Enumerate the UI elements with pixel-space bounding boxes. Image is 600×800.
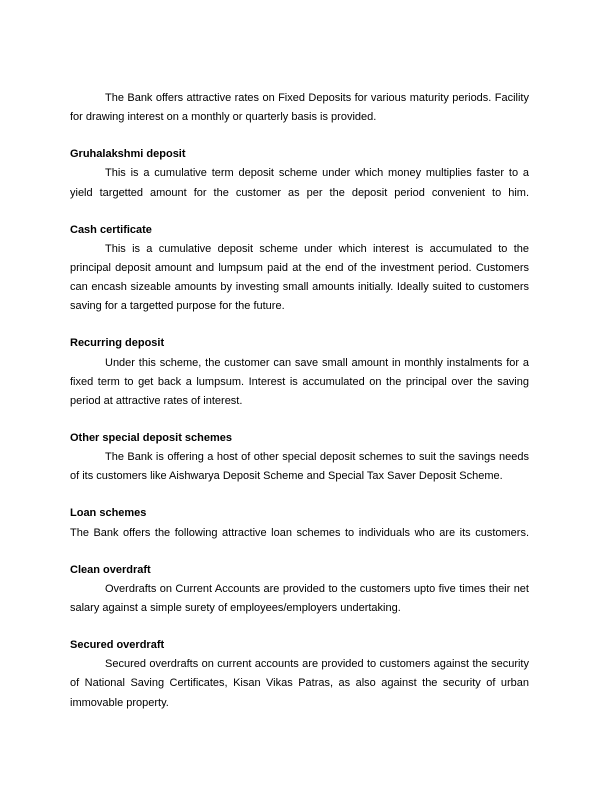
section-heading: Other special deposit schemes	[70, 432, 233, 445]
section-heading: Gruhalakshmi deposit	[70, 148, 186, 161]
document-page	[70, 89, 529, 731]
section-secured-overdraft	[70, 636, 529, 713]
section-loan-schemes	[70, 504, 529, 542]
section-heading: Recurring deposit	[70, 337, 165, 350]
section-paragraph: Under this scheme, the customer can save small amount in monthly instalments for a fixed term to get back a lumpsum. Interest is accumulated on the principal over the saving period at attractive rates of interest.	[70, 356, 529, 408]
section-heading: Clean overdraft	[70, 563, 151, 576]
section-paragraph: This is a cumulative deposit scheme under which interest is accumulated to the principal deposit amount and lumpsum paid at the end of the investment period. Customers can encash sizeable amounts by investing small amounts initially. Ideally suited to customers saving for a targetted purpose for the future.	[70, 242, 529, 313]
section-paragraph: This is a cumulative term deposit scheme under which money multiplies faster to a yield targetted amount for the customer as per the deposit period convenient to him.	[70, 167, 529, 199]
section-other-special-deposit-schemes	[70, 429, 529, 487]
section-paragraph: The Bank is offering a host of other special deposit schemes to suit the savings needs of its customers like Aishwarya Deposit Scheme and Special Tax Saver Deposit Scheme.	[70, 451, 529, 483]
section-paragraph: Overdrafts on Current Accounts are provided to the customers upto five times their net salary against a simple surety of employees/employers undertaking.	[70, 582, 529, 615]
section-paragraph: Secured overdrafts on current accounts are provided to customers against the security of National Saving Certificates, Kisan Vikas Patras, as also against the security of urban immovable property.	[70, 658, 529, 709]
section-cash-certificate	[70, 221, 529, 317]
section-recurring-deposit	[70, 334, 529, 411]
intro-section	[70, 89, 529, 127]
section-paragraph: The Bank offers the following attractive loan schemes to individuals who are its customers.	[70, 526, 529, 539]
section-gruhalakshmi-deposit	[70, 145, 529, 203]
section-clean-overdraft	[70, 561, 529, 619]
section-heading: Secured overdraft	[70, 639, 165, 652]
section-heading: Cash certificate	[70, 223, 152, 236]
intro-paragraph: The Bank offers attractive rates on Fixed Deposits for various maturity periods. Facility for drawing interest on a monthly or quarterly basis is provided.	[70, 92, 529, 124]
section-heading: Loan schemes	[70, 507, 147, 520]
